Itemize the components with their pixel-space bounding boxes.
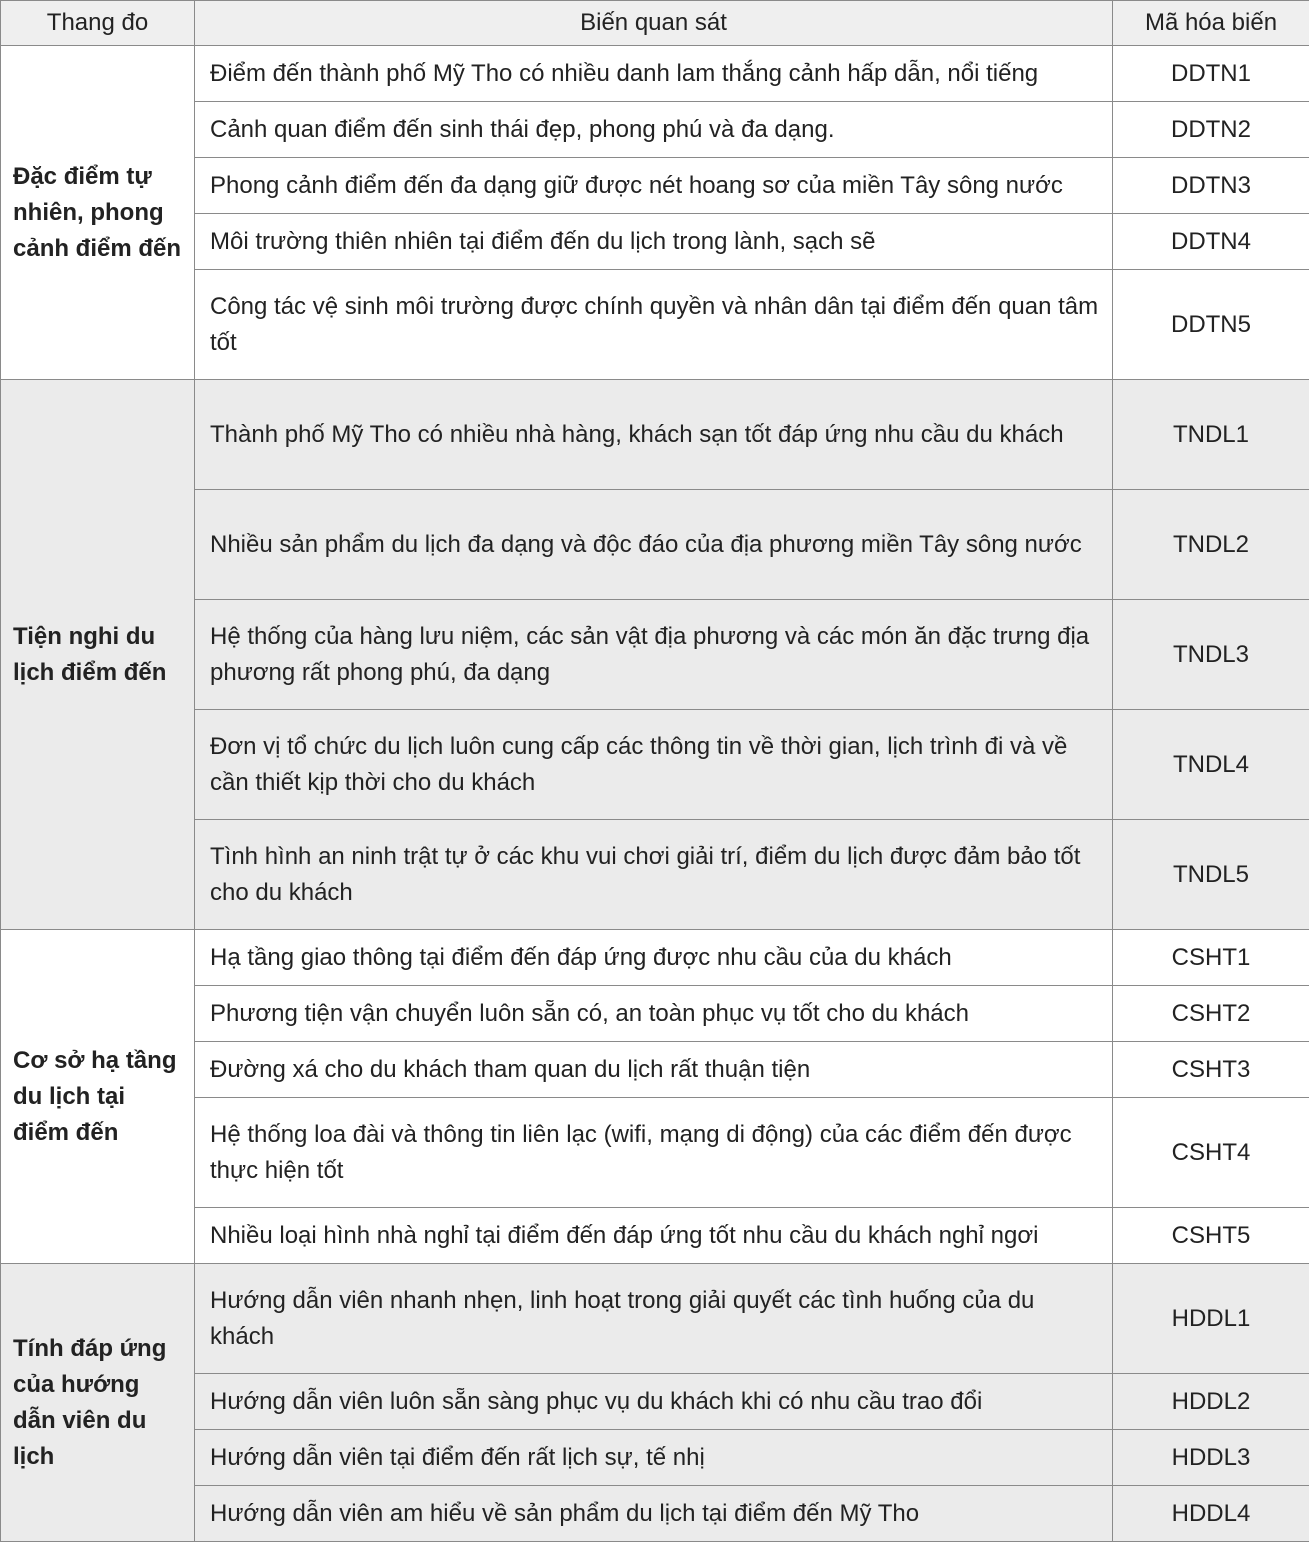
variable-code: CSHT1 xyxy=(1113,930,1309,986)
group-name: Tính đáp ứng của hướng dẫn viên du lịch xyxy=(1,1264,195,1542)
variable-code: DDTN5 xyxy=(1113,270,1309,380)
header-variable-code: Mã hóa biến xyxy=(1113,1,1309,46)
group-csht xyxy=(1,930,1309,1264)
table-row xyxy=(1,1374,1309,1430)
group-ddtn xyxy=(1,46,1309,380)
variable-code: TNDL3 xyxy=(1113,600,1309,710)
group-name: Cơ sở hạ tầng du lịch tại điểm đến xyxy=(1,930,195,1264)
table-row xyxy=(1,1264,1309,1374)
table-row xyxy=(1,1208,1309,1264)
table-row xyxy=(1,270,1309,380)
table-row xyxy=(1,158,1309,214)
table-row xyxy=(1,1042,1309,1098)
observed-variable: Môi trường thiên nhiên tại điểm đến du lịch trong lành, sạch sẽ xyxy=(195,214,1113,270)
observed-variable: Nhiều sản phẩm du lịch đa dạng và độc đáo của địa phương miền Tây sông nước xyxy=(195,490,1113,600)
variable-code: HDDL3 xyxy=(1113,1430,1309,1486)
variable-code: CSHT3 xyxy=(1113,1042,1309,1098)
variable-code: HDDL4 xyxy=(1113,1486,1309,1542)
table-row xyxy=(1,380,1309,490)
variable-code: DDTN3 xyxy=(1113,158,1309,214)
variable-code: HDDL1 xyxy=(1113,1264,1309,1374)
table-row xyxy=(1,490,1309,600)
table-row xyxy=(1,46,1309,102)
variable-code: HDDL2 xyxy=(1113,1374,1309,1430)
observed-variable: Hướng dẫn viên nhanh nhẹn, linh hoạt trong giải quyết các tình huống của du khách xyxy=(195,1264,1113,1374)
table-row xyxy=(1,820,1309,930)
group-name: Đặc điểm tự nhiên, phong cảnh điểm đến xyxy=(1,46,195,380)
header-observed-variable: Biến quan sát xyxy=(195,1,1113,46)
table-row xyxy=(1,710,1309,820)
header-scale: Thang đo xyxy=(1,1,195,46)
variable-code: DDTN2 xyxy=(1113,102,1309,158)
observed-variable: Hạ tầng giao thông tại điểm đến đáp ứng được nhu cầu của du khách xyxy=(195,930,1113,986)
table-row xyxy=(1,986,1309,1042)
observed-variable: Hướng dẫn viên tại điểm đến rất lịch sự, tế nhị xyxy=(195,1430,1113,1486)
observed-variable: Hướng dẫn viên am hiểu về sản phẩm du lịch tại điểm đến Mỹ Tho xyxy=(195,1486,1113,1542)
group-name: Tiện nghi du lịch điểm đến xyxy=(1,380,195,930)
table-row xyxy=(1,214,1309,270)
observed-variable: Phương tiện vận chuyển luôn sẵn có, an toàn phục vụ tốt cho du khách xyxy=(195,986,1113,1042)
observed-variable: Tình hình an ninh trật tự ở các khu vui chơi giải trí, điểm du lịch được đảm bảo tốt cho du khách xyxy=(195,820,1113,930)
variable-code: DDTN4 xyxy=(1113,214,1309,270)
variable-code: CSHT5 xyxy=(1113,1208,1309,1264)
table-row xyxy=(1,1098,1309,1208)
variable-code: CSHT4 xyxy=(1113,1098,1309,1208)
observed-variable: Nhiều loại hình nhà nghỉ tại điểm đến đáp ứng tốt nhu cầu du khách nghỉ ngơi xyxy=(195,1208,1113,1264)
observed-variable: Phong cảnh điểm đến đa dạng giữ được nét hoang sơ của miền Tây sông nước xyxy=(195,158,1113,214)
variable-code: TNDL2 xyxy=(1113,490,1309,600)
table-row xyxy=(1,1486,1309,1542)
table-row xyxy=(1,102,1309,158)
header-row xyxy=(1,1,1309,46)
table-row xyxy=(1,930,1309,986)
observed-variable: Hệ thống của hàng lưu niệm, các sản vật địa phương và các món ăn đặc trưng địa phương rất phong phú, đa dạng xyxy=(195,600,1113,710)
variable-code: CSHT2 xyxy=(1113,986,1309,1042)
observed-variable: Đường xá cho du khách tham quan du lịch rất thuận tiện xyxy=(195,1042,1113,1098)
table-row xyxy=(1,600,1309,710)
group-hddl xyxy=(1,1264,1309,1542)
observed-variable: Điểm đến thành phố Mỹ Tho có nhiều danh lam thắng cảnh hấp dẫn, nổi tiếng xyxy=(195,46,1113,102)
variable-code: TNDL1 xyxy=(1113,380,1309,490)
observed-variable: Thành phố Mỹ Tho có nhiều nhà hàng, khách sạn tốt đáp ứng nhu cầu du khách xyxy=(195,380,1113,490)
variable-code: TNDL5 xyxy=(1113,820,1309,930)
observed-variable: Hướng dẫn viên luôn sẵn sàng phục vụ du khách khi có nhu cầu trao đổi xyxy=(195,1374,1113,1430)
variable-code: TNDL4 xyxy=(1113,710,1309,820)
observed-variable: Cảnh quan điểm đến sinh thái đẹp, phong phú và đa dạng. xyxy=(195,102,1113,158)
group-tndl xyxy=(1,380,1309,930)
observed-variable: Đơn vị tổ chức du lịch luôn cung cấp các thông tin về thời gian, lịch trình đi và về cần thiết kịp thời cho du khách xyxy=(195,710,1113,820)
observed-variable: Công tác vệ sinh môi trường được chính quyền và nhân dân tại điểm đến quan tâm tốt xyxy=(195,270,1113,380)
observed-variable: Hệ thống loa đài và thông tin liên lạc (wifi, mạng di động) của các điểm đến được thực hiện tốt xyxy=(195,1098,1113,1208)
variable-code: DDTN1 xyxy=(1113,46,1309,102)
table-row xyxy=(1,1430,1309,1486)
